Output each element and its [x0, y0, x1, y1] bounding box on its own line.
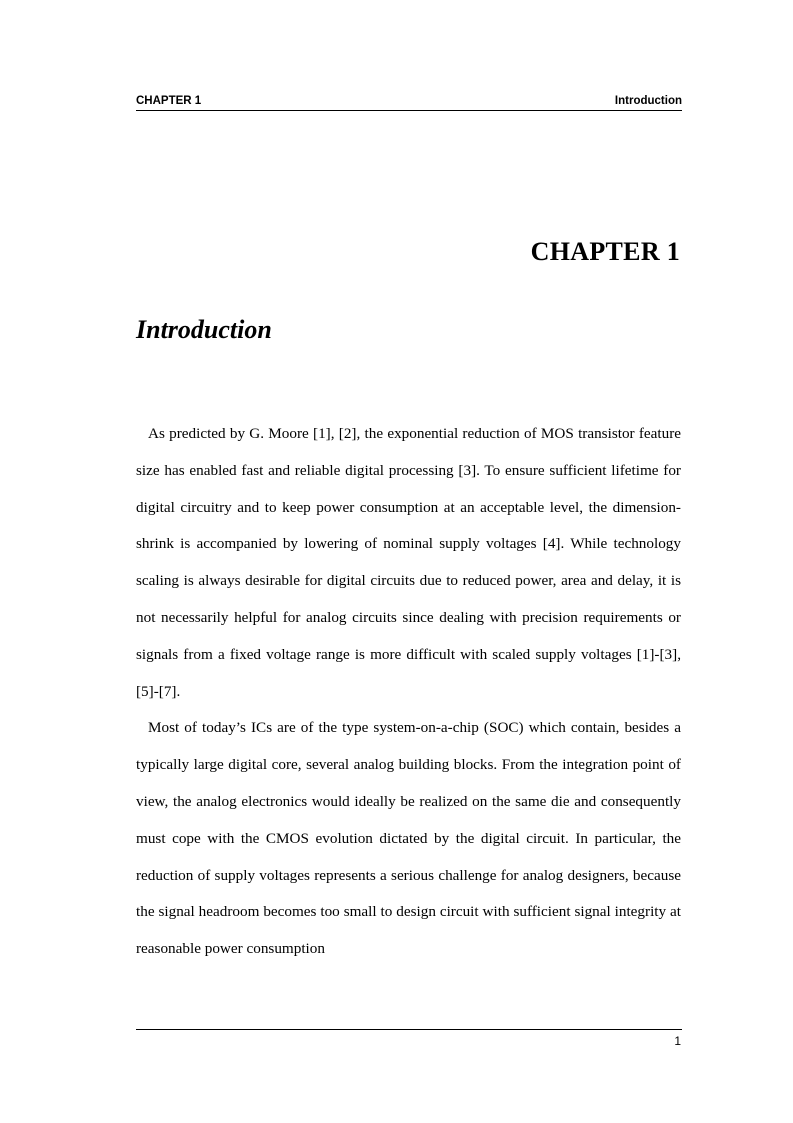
header-chapter-label: CHAPTER 1 [136, 95, 202, 107]
running-header [136, 94, 682, 111]
header-section-title: Introduction [614, 95, 682, 107]
body-text [136, 416, 681, 971]
chapter-number-heading: CHAPTER 1 [530, 237, 680, 266]
paragraph: Most of today’s ICs are of the type system-on-a-chip (SOC) which contain, besides a typically large digital core, several analog building blocks. From the integration point of view, the analog electronics would ideally be realized on the same die and consequently must cope with the CMOS evolution dictated by the digital circuit. In particular, the reduction of supply voltages represents a serious challenge for analog designers, because the signal headroom becomes too small to design circuit with sufficient signal integrity at reasonable power consumption [136, 719, 681, 958]
paragraph: As predicted by G. Moore [1], [2], the exponential reduction of MOS transistor feature size has enabled fast and reliable digital processing [3]. To ensure sufficient lifetime for digital circuitry and to keep power consumption at an acceptable level, the dimension-shrink is accompanied by lowering of nominal supply voltages [4]. While technology scaling is always desirable for digital circuits due to reduced power, area and delay, it is not necessarily helpful for analog circuits since dealing with precision requirements or signals from a fixed voltage range is more difficult with scaled supply voltages [1]-[3], [5]-[7]. [136, 425, 681, 700]
chapter-title: Introduction [136, 315, 272, 344]
page-number: 1 [674, 1034, 681, 1048]
footer-rule [136, 1029, 682, 1030]
